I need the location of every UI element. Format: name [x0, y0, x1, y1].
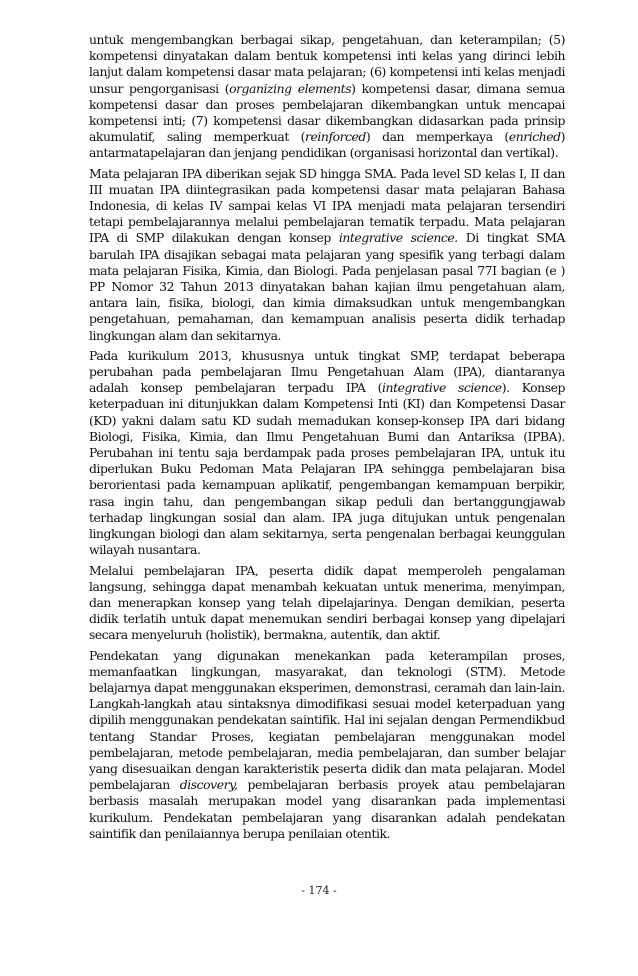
paragraph [89, 348, 565, 559]
document-body [89, 32, 565, 846]
italic-term: discovery, [179, 777, 238, 793]
text-segment: pembelajaran berbasis proyek atau pembelajaran berbasis masalah merupakan model yang disarankan pada implementasi kurikulum. Pendekatan pembelajaran yang disarankan adalah pendekatan saintifik dan penilaiannya berupa penilaian otentik. [89, 777, 565, 841]
italic-term: enriched [508, 129, 561, 145]
text-segment: ) kompetensi dasar, dimana semua kompetensi dasar dan proses pembelajaran dikembangkan untuk mencapai kompetensi inti; (7) kompetensi dasar dikembangkan didasarkan pada prinsip akumulatif, saling memperkuat ( [89, 80, 565, 145]
italic-term: organizing elements [229, 80, 352, 96]
paragraph [89, 648, 565, 842]
text-segment: Di tingkat SMA barulah IPA disajikan sebagai mata pelajaran yang spesifik yang terbagi dalam mata pelajaran Fisika, Kimia, dan Biologi. Pada penjelasan pasal 77I bagian (e ) PP Nomor 32 Tahun 2013 dinyatakan bahan kajian ilmu pengetahuan alam, antara lain, fisika, biologi, dan kimia dimaksudkan untuk mengembangkan pengetahuan, pemahaman, dan kemampuan analisis peserta didik terhadap lingkungan alam dan sekitarnya. [89, 230, 565, 343]
text-segment: ) dan memperkaya ( [365, 129, 509, 145]
paragraph [89, 32, 565, 162]
text-segment: Pada kurikulum 2013, khususnya untuk tingkat SMP, terdapat beberapa perubahan pada pembelajaran Ilmu Pengetahuan Alam (IPA), diantaranya adalah konsep pembelajaran terpadu IPA ( [89, 347, 565, 396]
text-segment: Pendekatan yang digunakan menekankan pada keterampilan proses, memanfaatkan lingkungan, masyarakat, dan teknologi (STM). Metode belajarnya dapat menggunakan eksperimen, demonstrasi, ceramah dan lain-lain. Langkah-langkah atau sintaksnya dimodifikasi sesuai model keterpaduan yang dipilih menggunakan pendekatan saintifik. Hal ini sejalan dengan Permendikbud tentang Standar Proses, kegiatan pembelajaran menggunakan model pembelajaran, metode pembelajaran, media pembelajaran, dan sumber belajar yang disesuaikan dengan karakteristik peserta didik dan mata pelajaran. Model pembelajaran [89, 647, 565, 793]
italic-term: integrative science [382, 380, 502, 396]
text-segment: Melalui pembelajaran IPA, peserta didik dapat memperoleh pengalaman langsung, sehingga dapat menambah kekuatan untuk menerima, menyimpan, dan menerapkan konsep yang telah dipelajarinya. Dengan demikian, peserta didik terlatih untuk dapat menemukan sendiri berbagai konsep yang dipelajari secara menyeluruh (holistik), bermakna, autentik, dan aktif. [89, 562, 565, 643]
text-segment: Mata pelajaran IPA diberikan sejak SD hingga SMA. Pada level SD kelas I, II dan III muatan IPA diintegrasikan pada kompetensi dasar mata pelajaran Bahasa Indonesia, di kelas IV sampai kelas VI IPA menjadi mata pelajaran tersendiri tetapi pembelajarannya melalui pembelajaran tematik terpadu. Mata pelajaran IPA di SMP dilakukan dengan konsep [89, 165, 565, 246]
text-segment: untuk mengembangkan berbagai sikap, pengetahuan, dan keterampilan; (5) kompetensi dinyatakan dalam bentuk kompetensi inti kelas yang dirinci lebih lanjut dalam kompetensi dasar mata pelajaran; (6) kompetensi inti kelas menjadi unsur pengorganisasi ( [89, 32, 565, 96]
page-number: - 174 - [301, 884, 337, 897]
paragraph [89, 563, 565, 644]
italic-term: integrative science. [338, 230, 458, 246]
italic-term: reinforced [305, 129, 366, 145]
text-segment: ). Konsep keterpaduan ini ditunjukkan dalam Kompetensi Inti (KI) dan Kompetensi Dasar (KD) yakni dalam satu KD sudah memadukan konsep-konsep IPA dari bidang Biologi, Fisika, Kimia, dan Ilmu Pengetahuan Bumi dan Antariksa (IPBA). Perubahan ini tentu saja berdampak pada proses pembelajaran IPA, untuk itu diperlukan Buku Pedoman Mata Pelajaran IPA sehingga pembelajaran bisa berorientasi pada kemampuan aplikatif, pengembangan kemampuan berpikir, rasa ingin tahu, dan pengembangan sikap peduli dan bertanggungjawab terhadap lingkungan sosial dan alam. IPA juga ditujukan untuk pengenalan lingkungan biologi dan alam sekitarnya, serta pengenalan berbagai keunggulan wilayah nusantara. [89, 380, 565, 558]
text-segment: ) antarmatapelajaran dan jenjang pendidikan (organisasi horizontal dan vertikal). [89, 129, 565, 161]
paragraph [89, 166, 565, 344]
